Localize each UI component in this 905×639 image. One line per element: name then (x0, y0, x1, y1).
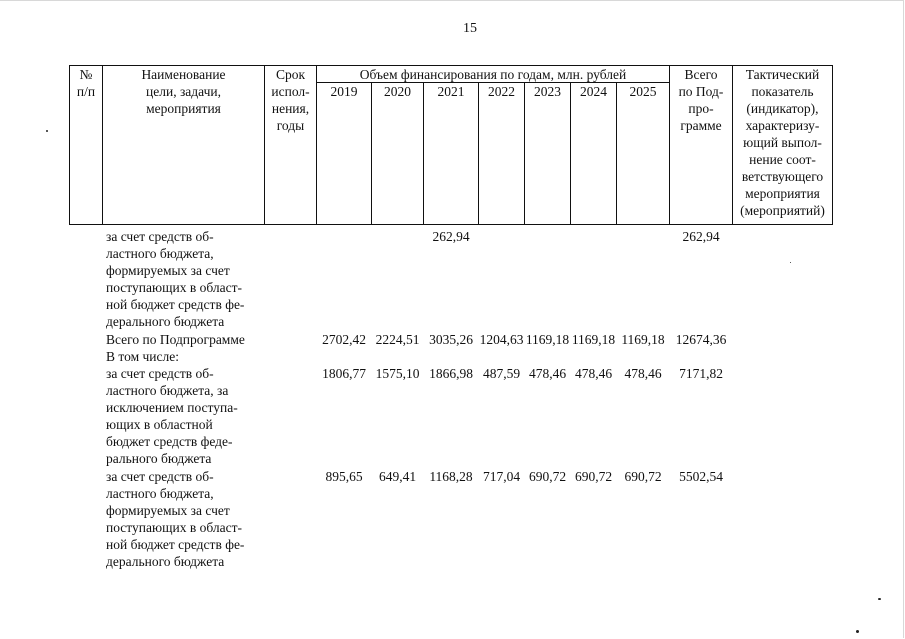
row-subprogram-total-2025: 1169,18 (621, 332, 665, 347)
scan-speck (878, 598, 881, 600)
row-federal-transfer-2025: 690,72 (624, 469, 662, 484)
row-subprogram-total-2023: 1169,18 (525, 332, 570, 347)
scan-speck (856, 630, 859, 633)
row-federal-transfer-label: за счет средств об- ластного бюджета, формируемых за счет поступающих в област- ной бюджет средств фе- дерального бюджета (106, 469, 245, 569)
header-col-funding: Объем финансирования по годам, млн. рублей (359, 67, 627, 82)
header-col-name: Наименование цели, задачи, мероприятия (141, 67, 226, 116)
row-regional-funds-2022: 487,59 (482, 366, 521, 381)
header-year-2025: 2025 (629, 84, 657, 99)
page-number: 15 (463, 21, 477, 36)
row-subprogram-total-2024: 1169,18 (571, 332, 616, 347)
row-regional-funds-label: за счет средств об- ластного бюджета, за исключением поступа- ющих в областной бюджет средств феде- рального бюджета (106, 366, 238, 466)
row-federal-transfer-total: 5502,54 (679, 469, 723, 484)
row-federal-transfer-2024: 690,72 (574, 469, 613, 484)
header-year-2019: 2019 (330, 84, 358, 99)
row-federal-funds-label: за счет средств об- ластного бюджета, формируемых за счет поступающих в област- ной бюджет средств фе- дерального бюджета (106, 229, 245, 329)
scan-speck (46, 130, 48, 132)
row-subprogram-total-2020: 2224,51 (375, 332, 420, 347)
row-regional-funds-total: 7171,82 (679, 366, 723, 381)
header-year-2021: 2021 (437, 84, 465, 99)
row-federal-funds-total: 262,94 (682, 229, 720, 244)
row-subprogram-total-2022: 1204,63 (479, 332, 524, 347)
scan-speck (790, 262, 791, 263)
row-subprogram-total-2019: 2702,42 (322, 332, 366, 347)
header-col-term: Срок испол- нения, годы (271, 67, 310, 133)
row-federal-transfer-2020: 649,41 (378, 469, 417, 484)
row-regional-funds-2019: 1806,77 (322, 366, 366, 381)
row-regional-funds-2023: 478,46 (528, 366, 567, 381)
row-federal-funds-2021: 262,94 (432, 229, 470, 244)
row-subprogram-total-2021: 3035,26 (429, 332, 473, 347)
row-regional-funds-2020: 1575,10 (375, 366, 420, 381)
row-regional-funds-2025: 478,46 (624, 366, 662, 381)
header-col-indicator: Тактический показатель (индикатор), характеризу- ющий выпол- нение соот- ветствующего мероприятия (мероприятий) (740, 67, 825, 218)
header-year-2022: 2022 (488, 84, 515, 99)
row-subprogram-total-total: 12674,36 (675, 332, 727, 347)
header-year-2024: 2024 (580, 84, 607, 99)
row-federal-transfer-2021: 1168,28 (429, 469, 473, 484)
header-year-2023: 2023 (534, 84, 561, 99)
header-year-2020: 2020 (384, 84, 411, 99)
row-federal-transfer-2019: 895,65 (325, 469, 363, 484)
header-col-number: № п/п (76, 67, 96, 99)
row-regional-funds-2024: 478,46 (574, 366, 613, 381)
row-federal-transfer-2022: 717,04 (482, 469, 521, 484)
row-federal-transfer-2023: 690,72 (528, 469, 567, 484)
row-regional-funds-2021: 1866,98 (429, 366, 473, 381)
header-col-total: Всего по Под- про- грамме (678, 67, 724, 133)
row-subprogram-total-label: Всего по Подпрограмме В том числе: (106, 332, 245, 364)
